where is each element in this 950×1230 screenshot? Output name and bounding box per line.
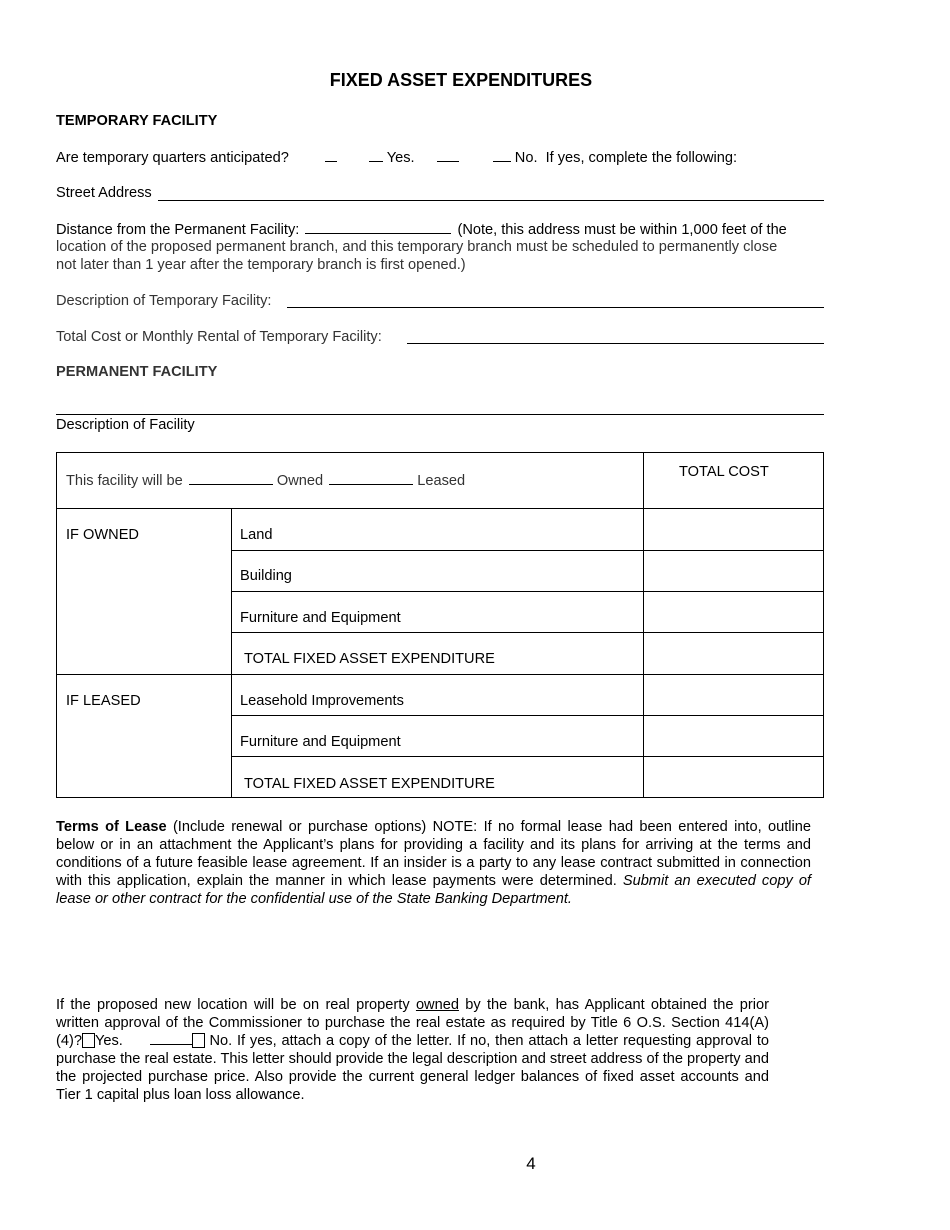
owned-row-land: Land: [240, 527, 273, 543]
cost-cell-leasehold[interactable]: [644, 675, 823, 715]
distance-field[interactable]: [305, 221, 451, 234]
no-blank-1[interactable]: [437, 149, 459, 162]
permanent-description-field[interactable]: [56, 414, 824, 415]
temp-cost-field[interactable]: [407, 343, 824, 344]
total-cost-header: TOTAL COST: [679, 464, 769, 480]
facility-prefix: This facility will be: [66, 473, 183, 489]
owned-row-building: Building: [240, 568, 292, 584]
no-checkbox[interactable]: [192, 1033, 205, 1048]
owned-word: owned: [415, 997, 459, 1013]
street-address-label: Street Address: [56, 185, 152, 201]
distance-note-1: (Note, this address must be within 1,000 feet of the: [457, 222, 787, 238]
rp-no-label: No.: [209, 1033, 233, 1049]
cost-cell-owned-furniture[interactable]: [644, 592, 823, 632]
no-blank-2[interactable]: [493, 149, 511, 162]
no-label: No.: [514, 150, 538, 166]
real-property-paragraph: [56, 996, 769, 1104]
distance-label: Distance from the Permanent Facility:: [56, 222, 300, 238]
temporary-question-text: Are temporary quarters anticipated?: [56, 150, 289, 166]
rp-no-blank[interactable]: [150, 1032, 192, 1045]
leased-label: Leased: [417, 473, 466, 489]
distance-note-2: location of the proposed permanent branch, and this temporary branch must be scheduled to permanently close: [56, 239, 778, 255]
real-property-part2: by the bank, has Applicant obtained the prior written approval of the Commissioner to purchase the real estate as required by Title 6 O.S. Section 414(A)(4)?: [56, 997, 769, 1049]
leased-row-improvements: Leasehold Improvements: [240, 693, 404, 709]
yes-blank-1[interactable]: [325, 149, 337, 162]
page-number: 4: [526, 1154, 536, 1173]
distance-note-3: not later than 1 year after the temporary branch is first opened.): [56, 257, 466, 273]
cost-cell-owned-total[interactable]: [644, 633, 823, 674]
terms-italic: Submit an executed copy of lease or other contract for the confidential use of the State Banking Department.: [56, 873, 811, 907]
temp-description-label: Description of Temporary Facility:: [56, 293, 272, 309]
cost-cell-leased-total[interactable]: [644, 757, 823, 797]
yes-blank-2[interactable]: [369, 149, 383, 162]
owned-blank[interactable]: [189, 472, 273, 485]
yes-label: Yes.: [386, 150, 415, 166]
leased-row-total: TOTAL FIXED ASSET EXPENDITURE: [244, 776, 495, 792]
facility-ownership-row: [66, 472, 465, 489]
yes-checkbox[interactable]: [82, 1033, 95, 1048]
cost-cell-leased-furniture[interactable]: [644, 716, 823, 756]
table-vline-category: [231, 508, 232, 797]
terms-bold-lead: Terms of Lease: [56, 819, 167, 835]
permanent-description-label: Description of Facility: [56, 417, 195, 433]
leased-blank[interactable]: [329, 472, 413, 485]
rp-yes-label: Yes.: [94, 1033, 123, 1049]
owned-label: Owned: [276, 473, 324, 489]
real-property-part3: If yes, attach a copy of the letter. If no, then attach a letter requesting approval to purchase the real estate. This letter should provide the legal description and street address of the property and the projected purchase price. Also provide the current general ledger balances of fixed asset accounts and Tier 1 capital plus loan loss allowance.: [56, 1033, 769, 1103]
real-property-part1: If the proposed new location will be on real property: [56, 997, 410, 1013]
street-address-field[interactable]: [158, 200, 824, 201]
terms-text: (Include renewal or purchase options) NOTE: If no formal lease had been entered into, outline below or in an attachment the Applicant’s plans for providing a facility and its plans for arriving at the terms and conditions of a future feasible lease agreement. If an insider is a party to any lease contract submitted in connection with this application, explain the manner in which lease payments were determined.: [56, 819, 812, 889]
owned-row-furniture: Furniture and Equipment: [240, 610, 401, 626]
cost-cell-land[interactable]: [644, 509, 823, 550]
owned-row-total: TOTAL FIXED ASSET EXPENDITURE: [244, 651, 495, 667]
permanent-facility-heading: PERMANENT FACILITY: [56, 364, 218, 380]
if-yes-text: If yes, complete the following:: [545, 150, 738, 166]
temporary-facility-heading: TEMPORARY FACILITY: [56, 113, 218, 129]
terms-of-lease-paragraph: [56, 818, 811, 908]
if-owned-label: IF OWNED: [66, 527, 139, 543]
page-title: FIXED ASSET EXPENDITURES: [329, 70, 593, 90]
temporary-quarters-question: [56, 149, 737, 166]
cost-cell-building[interactable]: [644, 551, 823, 591]
temp-cost-label: Total Cost or Monthly Rental of Temporary Facility:: [56, 329, 382, 345]
leased-row-furniture: Furniture and Equipment: [240, 734, 401, 750]
fixed-asset-table: [56, 452, 824, 798]
distance-line: [56, 221, 787, 238]
if-leased-label: IF LEASED: [66, 693, 141, 709]
temp-description-field[interactable]: [287, 307, 824, 308]
